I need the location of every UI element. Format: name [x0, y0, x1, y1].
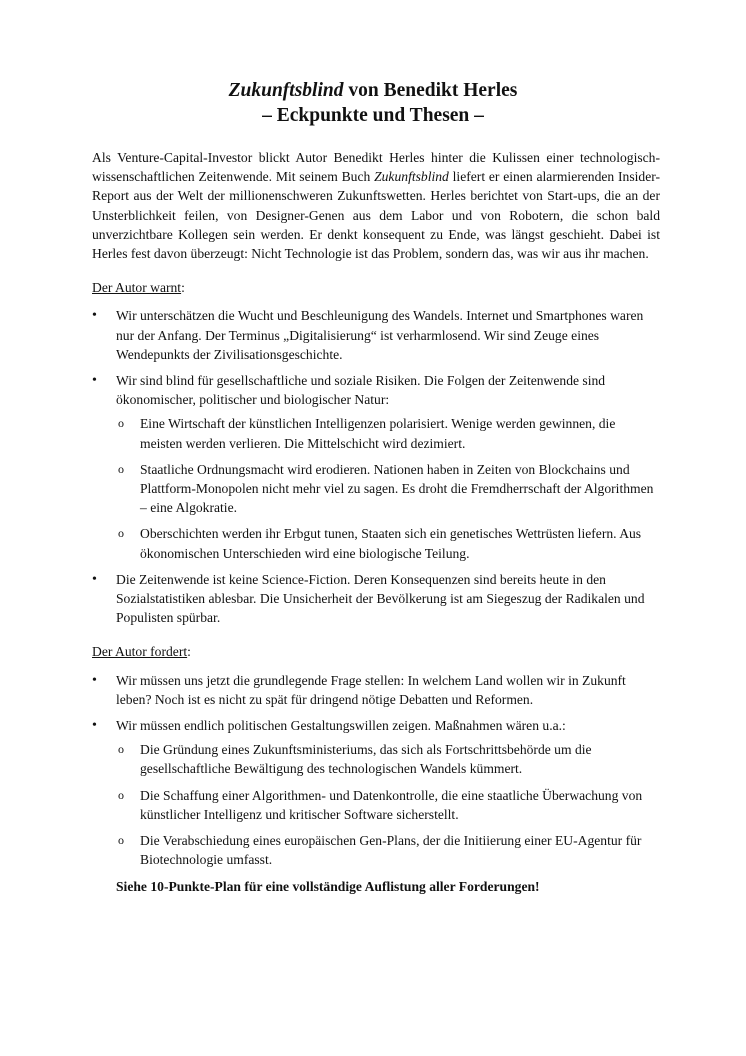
list-item: • Wir müssen endlich politischen Gestaltungswillen zeigen. Maßnahmen wären u.a.: o Die Gründung eines Zukunftsministeriums, das sich als Fortschrittsbehörde um die gesellschaftliche Bewältigung des technologischen Wandels kümmert. o Die Schaffung einer Algorithmen- und Datenkontrolle, die eine staatliche Überwachung von künstlicher Intelligenz und kritischer Software sicherstellt. o Die Verabschiedung eines europäischen Gen-Plans, der die Initiierung einer EU-Agentur für Biotechnologie umfasst.	[92, 716, 660, 869]
list-item: • Die Zeitenwende ist keine Science-Fiction. Deren Konsequenzen sind bereits heute in den Sozialstatistiken ablesbar. Die Unsicherheit der Bevölkerung ist am Siegeszug der Radikalen und Populisten spürbar.	[92, 570, 660, 628]
document-body	[92, 148, 660, 896]
sub-list-item: o Die Verabschiedung eines europäischen Gen-Plans, der die Initiierung einer EU-Agentur für Biotechnologie umfasst.	[116, 831, 660, 869]
list-item: • Wir müssen uns jetzt die grundlegende Frage stellen: In welchem Land wollen wir in Zukunft leben? Noch ist es nicht zu spät für dringend nötige Debatten und Reformen.	[92, 671, 660, 709]
intro-paragraph: Als Venture-Capital-Investor blickt Autor Benedikt Herles hinter die Kulissen einer technologisch-wissenschaftlichen Zeitenwende. Mit seinem Buch Zukunftsblind liefert er einen alarmierenden Insider-Report aus der Welt der millionenschweren Zukunftswetten. Herles berichtet von Start-ups, die an der Unsterblichkeit feilen, von Designer-Genen aus dem Labor und von Robotern, die schon bald unverzichtbare Kollegen sein werden. Er denkt konsequent zu Ende, was längst geschieht. Dabei ist Herles fest davon überzeugt: Nicht Technologie ist das Problem, sondern das, was wir aus ihr machen.	[92, 150, 661, 262]
closing-note: Siehe 10-Punkte-Plan für eine vollständige Auflistung aller Forderungen!	[116, 878, 540, 894]
risks-sublist	[116, 414, 660, 562]
document-title	[0, 78, 746, 128]
sub-list-item: o Staatliche Ordnungsmacht wird erodieren. Nationen haben in Zeiten von Blockchains und Plattform-Monopolen nicht mehr viel zu sagen. Es droht die Fremdherrschaft der Algorithmen – eine Algokratie.	[116, 460, 660, 518]
title-book-name: Zukunftsblind	[228, 80, 344, 101]
title-line-1	[0, 78, 746, 103]
list-item: • Wir sind blind für gesellschaftliche und soziale Risiken. Die Folgen der Zeitenwende sind ökonomischer, politischer und biologischer Natur: o Eine Wirtschaft der künstlichen Intelligenzen polarisiert. Wenige werden gewinnen, die meisten werden verlieren. Die Mittelschicht wird dezimiert. o Staatliche Ordnungsmacht wird erodieren. Nationen haben in Zeiten von Blockchains und Plattform-Monopolen nicht mehr viel zu sagen. Es droht die Fremdherrschaft der Algorithmen – eine Algokratie. o Oberschichten werden ihr Erbgut tunen, Staaten sich ein genetisches Wettrüsten liefern. Aus ökonomischen Unterschieden wird eine biologische Teilung.	[92, 371, 660, 563]
sub-list-item: o Die Gründung eines Zukunftsministeriums, das sich als Fortschrittsbehörde um die gesellschaftliche Bewältigung des technologischen Wandels kümmert.	[116, 740, 660, 778]
intro-book-name: Zukunftsblind	[374, 169, 449, 185]
list-item: • Wir unterschätzen die Wucht und Beschleunigung des Wandels. Internet und Smartphones waren nur der Anfang. Der Terminus „Digitalisierung“ ist verharmlosend. Wir sind Zeuge eines Wendepunkts der Zivilisationsgeschichte.	[92, 306, 660, 364]
section-heading-warnt: Der Autor warnt:	[92, 280, 185, 296]
warnings-list	[92, 306, 660, 627]
title-author: von Benedikt Herles	[343, 80, 518, 101]
title-line-2: – Eckpunkte und Thesen –	[262, 105, 484, 126]
sub-list-item: o Oberschichten werden ihr Erbgut tunen, Staaten sich ein genetisches Wettrüsten liefern. Aus ökonomischen Unterschieden wird eine biologische Teilung.	[116, 524, 660, 562]
measures-sublist	[116, 740, 660, 869]
sub-list-item: o Eine Wirtschaft der künstlichen Intelligenzen polarisiert. Wenige werden gewinnen, die meisten werden verlieren. Die Mittelschicht wird dezimiert.	[116, 414, 660, 452]
sub-list-item: o Die Schaffung einer Algorithmen- und Datenkontrolle, die eine staatliche Überwachung von künstlicher Intelligenz und kritischer Software sicherstellt.	[116, 786, 660, 824]
section-heading-fordert: Der Autor fordert:	[92, 644, 191, 660]
demands-list	[92, 671, 660, 870]
